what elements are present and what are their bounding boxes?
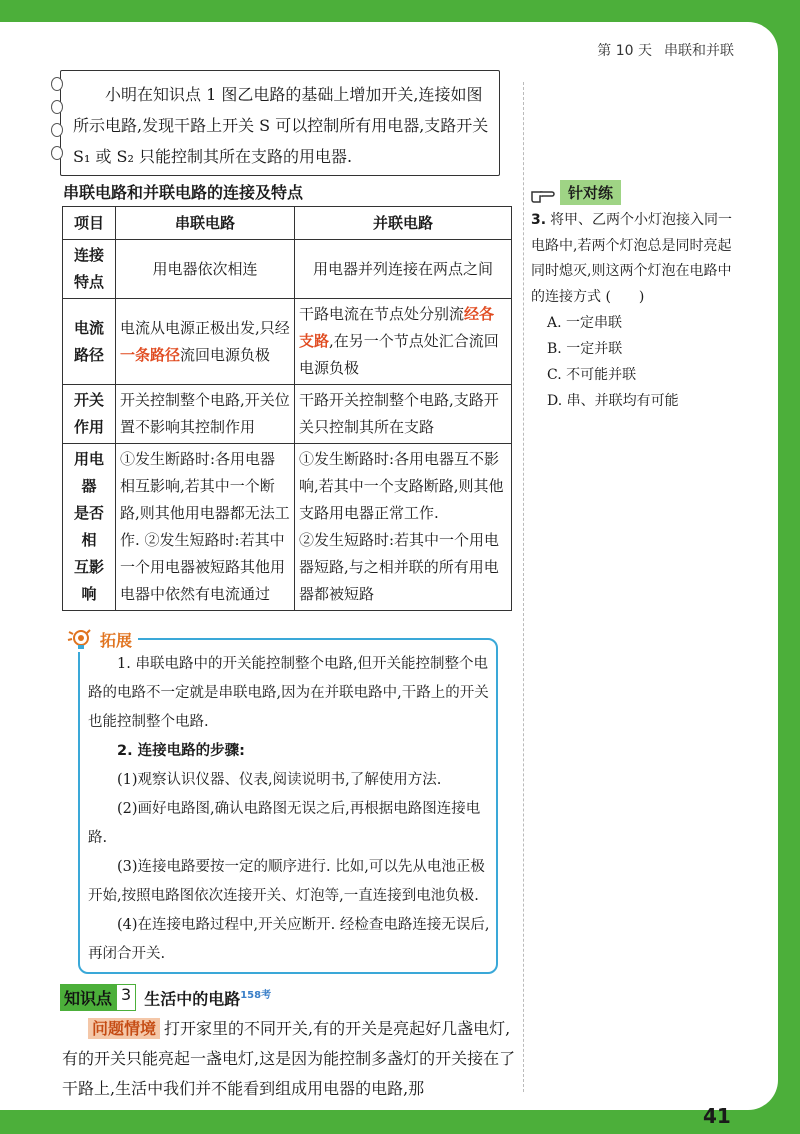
highlight-text: 一条路径 xyxy=(120,345,181,364)
extension-label: 拓展 xyxy=(100,630,133,650)
scene-paragraph xyxy=(62,1014,518,1104)
table-cell xyxy=(295,299,512,385)
row-label: 开关 作用 xyxy=(63,385,116,444)
knowledge-point-title-text: 生活中的电路 xyxy=(144,989,241,1009)
knowledge-point-tag-label: 知识点 xyxy=(60,984,116,1011)
page xyxy=(0,22,778,1128)
practice-header xyxy=(530,180,621,205)
lightbulb-icon xyxy=(66,626,94,652)
running-header xyxy=(597,40,734,60)
pointing-hand-icon xyxy=(530,182,556,204)
table-cell: 干路开关控制整个电路,支路开关只控制其所在支路 xyxy=(295,385,512,444)
highlight-text: 经各支路 xyxy=(299,305,495,350)
question-text: 将甲、乙两个小灯泡接入同一电路中,若两个灯泡总是同时亮起同时熄灭,则这两个灯泡在电路中的连接方式 ( ) xyxy=(531,212,733,305)
table-cell: 用电器并列连接在两点之间 xyxy=(295,240,512,299)
cell-text: ①发生断路时:各用电器互不影响,若其中一个支路断路,则其他支路用电器正常工作. xyxy=(299,450,504,522)
cell-text: 电流从电源正极出发,只经 xyxy=(120,318,290,337)
table-header-cell: 并联电路 xyxy=(295,207,512,240)
table-row xyxy=(63,385,512,444)
section-title: 串联电路和并联电路的连接及特点 xyxy=(63,183,304,202)
extension-paragraph: (1)观察认识仪器、仪表,阅读说明书,了解使用方法. xyxy=(117,772,442,788)
table-header-cell: 串联电路 xyxy=(116,207,295,240)
exam-frequency-badge: 158考 xyxy=(240,989,272,1001)
scene-text: 打开家里的不同开关,有的开关是亮起好几盏电灯,有的开关只能亮起一盏电灯,这是因为能控制多盏灯的开关接在了干路上,生活中我们并不能看到组成用电器的电路,那 xyxy=(62,1019,516,1098)
answer-option[interactable]: D. 串、并联均有可能 xyxy=(547,393,679,409)
answer-option[interactable]: C. 不可能并联 xyxy=(547,367,637,383)
knowledge-point-title xyxy=(144,986,271,1009)
practice-question xyxy=(531,208,741,414)
practice-label: 针对练 xyxy=(560,180,621,205)
scene-tag: 问题情境 xyxy=(88,1018,160,1039)
table-row xyxy=(63,299,512,385)
comparison-table xyxy=(62,206,512,611)
note-box xyxy=(60,70,500,176)
row-label: 用电器 是否相 互影响 xyxy=(63,444,116,611)
table-row xyxy=(63,240,512,299)
question-stem xyxy=(531,208,741,310)
answer-option[interactable]: B. 一定并联 xyxy=(547,341,623,357)
header-topic: 串联和并联 xyxy=(664,43,734,59)
table-cell: 用电器依次相连 xyxy=(116,240,295,299)
answer-option[interactable]: A. 一定串联 xyxy=(547,315,623,331)
row-label: 连接 特点 xyxy=(63,240,116,299)
knowledge-point-tag xyxy=(60,984,136,1011)
table-cell xyxy=(295,444,512,611)
column-divider xyxy=(523,82,524,1092)
knowledge-point-number: 3 xyxy=(116,984,136,1011)
question-number: 3. xyxy=(531,212,547,228)
page-number: 41 xyxy=(703,1104,731,1128)
extension-paragraph: (3)连接电路要按一定的顺序进行. 比如,可以先从电池正极开始,按照电路图依次连接开关、灯泡等,一直连接到电池负极. xyxy=(88,859,485,904)
row-label: 电流 路径 xyxy=(63,299,116,385)
table-cell: ①发生断路时:各用电器相互影响,若其中一个断路,则其他用电器都无法工作. ②发生短路时:若其中一个用电器被短路其他用电器中依然有电流通过 xyxy=(116,444,295,611)
table-header-cell: 项目 xyxy=(63,207,116,240)
extension-paragraph: 1. 串联电路中的开关能控制整个电路,但开关能控制整个电路的电路不一定就是串联电路,因为在并联电路中,干路上的开关也能控制整个电路. xyxy=(88,656,489,730)
cell-text: ,在另一个节点处汇合流回电源负极 xyxy=(299,332,499,377)
table-row xyxy=(63,444,512,611)
extension-paragraph: (2)画好电路图,确认电路图无误之后,再根据电路图连接电路. xyxy=(88,801,481,846)
extension-header xyxy=(66,626,138,652)
extension-subheading: 2. 连接电路的步骤: xyxy=(117,743,245,759)
table-cell xyxy=(116,299,295,385)
cell-text: 流回电源负极 xyxy=(180,345,271,364)
table-header-row xyxy=(63,207,512,240)
cell-text: 干路电流在节点处分别流 xyxy=(299,305,465,323)
header-day: 第 10 天 xyxy=(597,43,652,59)
table-cell: 开关控制整个电路,开关位置不影响其控制作用 xyxy=(116,385,295,444)
extension-body xyxy=(88,650,492,969)
extension-paragraph: (4)在连接电路过程中,开关应断开. 经检查电路连接无误后,再闭合开关. xyxy=(88,917,490,962)
note-text: 小明在知识点 1 图乙电路的基础上增加开关,连接如图所示电路,发现干路上开关 S 可以控制所有用电器,支路开关 S₁ 或 S₂ 只能控制其所在支路的用电器. xyxy=(73,85,489,166)
cell-text: ②发生短路时:若其中一个用电器短路,与之相并联的所有用电器都被短路 xyxy=(299,531,500,603)
knowledge-point-heading xyxy=(60,984,271,1011)
spiral-binding-icon xyxy=(51,77,71,169)
